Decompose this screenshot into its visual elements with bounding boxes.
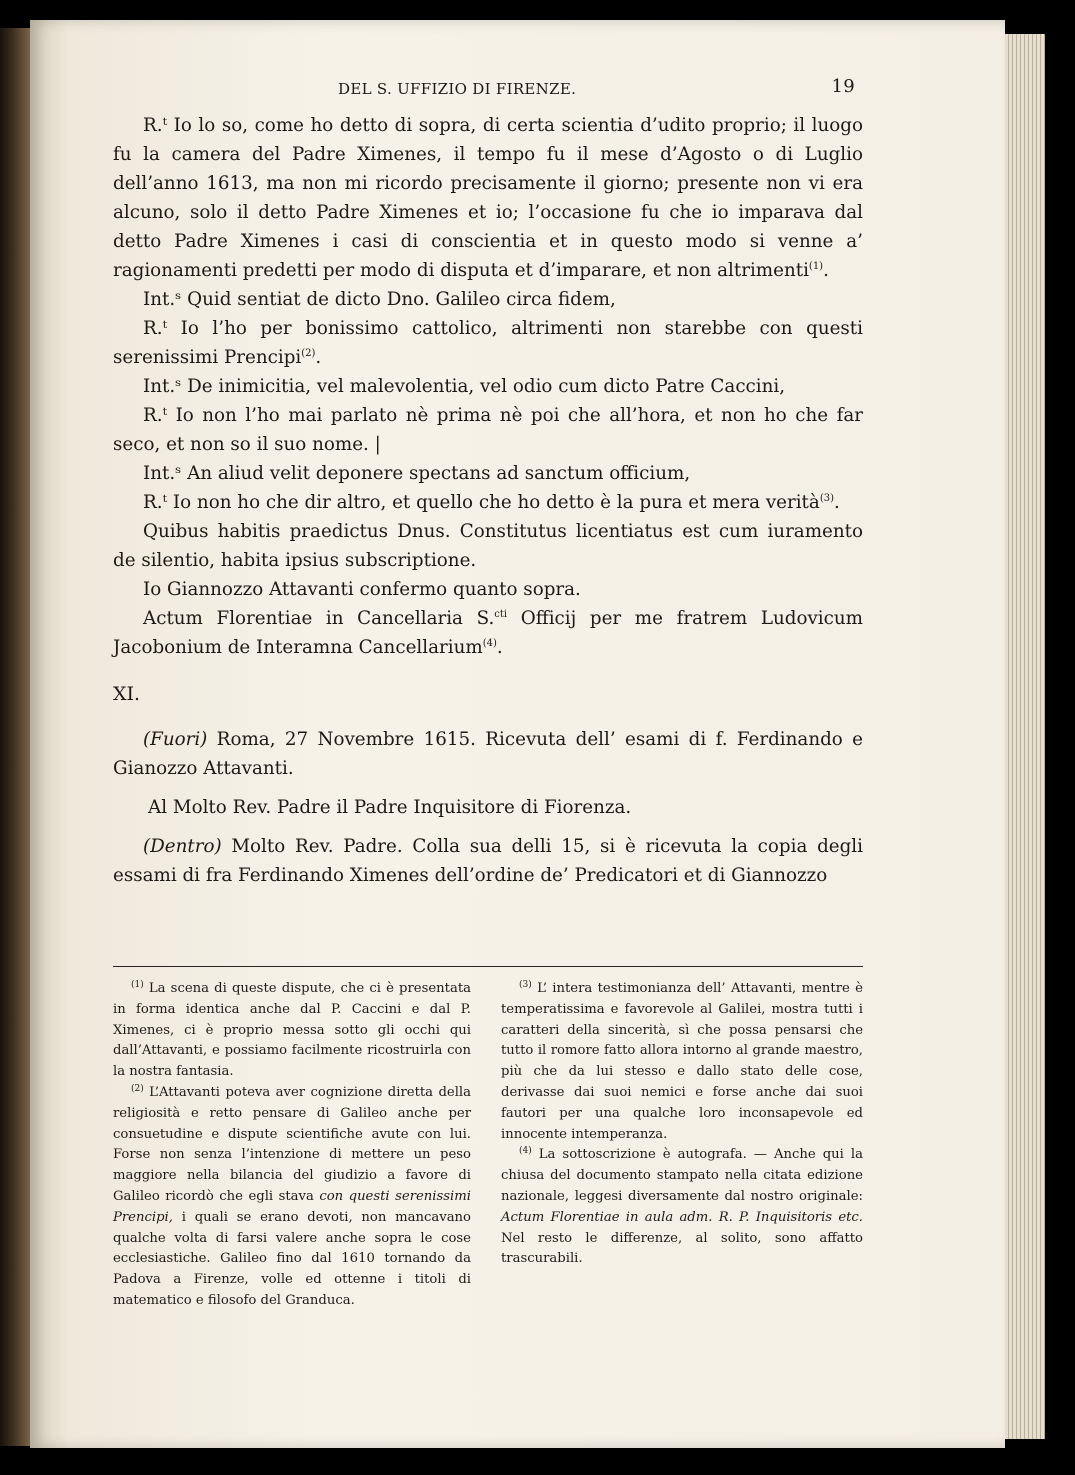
paragraph-end: . (496, 637, 503, 658)
footnote-2 (113, 1083, 471, 1312)
section-heading: XI. (113, 683, 141, 705)
italic-label: (Fuori) (143, 729, 208, 750)
paragraph-inside (113, 832, 863, 890)
footnote-column-right (501, 979, 863, 1270)
italic-label: (Dentro) (143, 836, 222, 857)
paragraph-signature: Io Giannozzo Attavanti confermo quanto sopra. (143, 579, 581, 600)
paragraph-question-other: Int.ˢ An aliud velit deponere spectans ad sanctum officium, (143, 463, 691, 484)
paragraph-end: . (823, 260, 829, 281)
footnote-ref-1: (1) (808, 261, 824, 272)
paragraph-text: Actum Florentiae in Cancellaria S. (143, 608, 495, 629)
footnote-mark: (1) (131, 980, 144, 990)
footnote-1 (113, 979, 471, 1083)
abbrev-superscript: cti (494, 609, 508, 620)
paragraph-address: Al Molto Rev. Padre il Padre Inquisitore di Fiorenza. (148, 797, 632, 818)
paragraph-response-1 (113, 111, 863, 285)
footnote-text: Nel resto le differenze, al solito, sono affatto trascurabili. (501, 1230, 863, 1267)
paragraph-response-4 (113, 488, 863, 517)
paragraph-text: R.ᵗ Io non ho che dir altro, et quello che ho detto è la pura et mera verità (143, 492, 820, 513)
paragraph-question-faith: Int.ˢ Quid sentiat de dicto Dno. Galileo circa fidem, (143, 289, 616, 310)
footnote-text: L’Attavanti poteva aver cognizione diretta della religiosità e retto pensare di Galileo anche per consuetudine e dispute scientifiche avute con lui. Forse non senza l’intenzione di mettere un peso maggiore nella bilancia del giudizio a favore di Galileo ricordò che egli stava (113, 1084, 471, 1204)
footnote-text: La sottoscrizione è autografa. — Anche qui la chiusa del documento stampato nella citata edizione nazionale, leggesi diversamente dal nostro originale: (501, 1147, 863, 1204)
footnote-ref-2: (2) (301, 348, 316, 359)
paragraph-end: . (315, 347, 322, 368)
footnote-text: i quali se erano devoti, non mancavano qualche volta di farsi valere anche sopra le cose ecclesiastiche. Galileo fino dal 1610 tornando da Padova a Firenze, volle ed ottenne i titoli di matematico e filosofo del Granduca. (113, 1209, 471, 1308)
paragraph-text: R.ᵗ Io lo so, come ho detto di sopra, di certa scientia d’udito proprio; il luogo fu la camera del Padre Ximenes, il tempo fu il mese d’Agosto o di Luglio dell’anno 1613, ma non mi ricordo precisamente il giorno; presente non vi era alcuno, solo il detto Padre Ximenes et io; l’occasione fu che io imparava dal detto Padre Ximenes i casi di conscientia et in questo modo si venne a’ ragionamenti predetti per modo di disputa et d’imparare, et non altrimenti (113, 115, 863, 281)
footnote-italic: Actum Florentiae in aula adm. R. P. Inquisitoris etc. (501, 1209, 863, 1225)
footnote-mark: (2) (131, 1083, 144, 1094)
paragraph-text: Roma, 27 Novembre 1615. Ricevuta dell’ esami di f. Ferdinando e Gianozzo Attavanti. (113, 729, 863, 779)
paragraph-dismissal: Quibus habitis praedictus Dnus. Constitutus licentiatus est cum iuramento de silentio, habita ipsius subscriptione. (113, 521, 863, 571)
main-text (113, 111, 863, 890)
paragraph-text: R.ᵗ Io l’ho per bonissimo cattolico, altrimenti non starebbe con questi serenissimi Prencipi (113, 318, 863, 368)
paragraph-end: . (833, 492, 840, 513)
paragraph-actum (113, 604, 863, 662)
paragraph-outside (113, 725, 863, 783)
paragraph-text: Officij per me fratrem Ludovicum Jacobonium de Interamna Cancellarium (113, 608, 863, 658)
footnote-italic: con questi serenissimi Prencipi, (113, 1188, 471, 1225)
book-spine-shadow (0, 28, 30, 1446)
footnote-mark: (4) (519, 1146, 532, 1157)
page-edges (1005, 34, 1045, 1439)
paragraph-response-3: R.ᵗ Io non l’ho mai parlato nè prima nè poi che all’hora, et non ho che far seco, et non so il suo nome. | (113, 405, 863, 455)
footnote-ref-3: (3) (819, 493, 834, 504)
paragraph-text: Molto Rev. Padre. Colla sua delli 15, si è ricevuta la copia degli essami di fra Ferdinando Ximenes dell’ordine de’ Predicatori et di Giannozzo (113, 836, 863, 886)
footnote-text: L’ intera testimonianza dell’ Attavanti, mentre è temperatissima e favorevole al Galilei, mostra tutti i caratteri della sincerità, sì che possa pensarsi che tutto il romore fatto allora intorno al grande maestro, più che da lui stesso e dallo stato delle cose, derivasse dai suoi nemici e forse anche dai suoi fautori per una qualche loro inconsapevole ed innocente intemperanza. (501, 981, 863, 1142)
footnote-mark: (3) (519, 980, 532, 990)
footnote-divider (113, 966, 863, 967)
paragraph-question-enmity: Int.ˢ De inimicitia, vel malevolentia, vel odio cum dicto Patre Caccini, (143, 376, 786, 397)
page-number: 19 (831, 76, 855, 97)
paragraph-response-2 (113, 314, 863, 372)
footnote-ref-4: (4) (482, 638, 497, 649)
footnote-column-left (113, 979, 471, 1312)
running-title: DEL S. UFFIZIO DI FIRENZE. (338, 80, 577, 98)
footnote-text: La scena di queste dispute, che ci è presentata in forma identica anche dal P. Caccini e dal P. Ximenes, ci è proprio messa sotto gli occhi qui dall’Attavanti, e possiamo facilmente ricostruirla con la nostra fantasia. (113, 981, 471, 1080)
footnote-4 (501, 1145, 863, 1270)
running-header (113, 76, 863, 100)
footnote-3 (501, 979, 863, 1145)
